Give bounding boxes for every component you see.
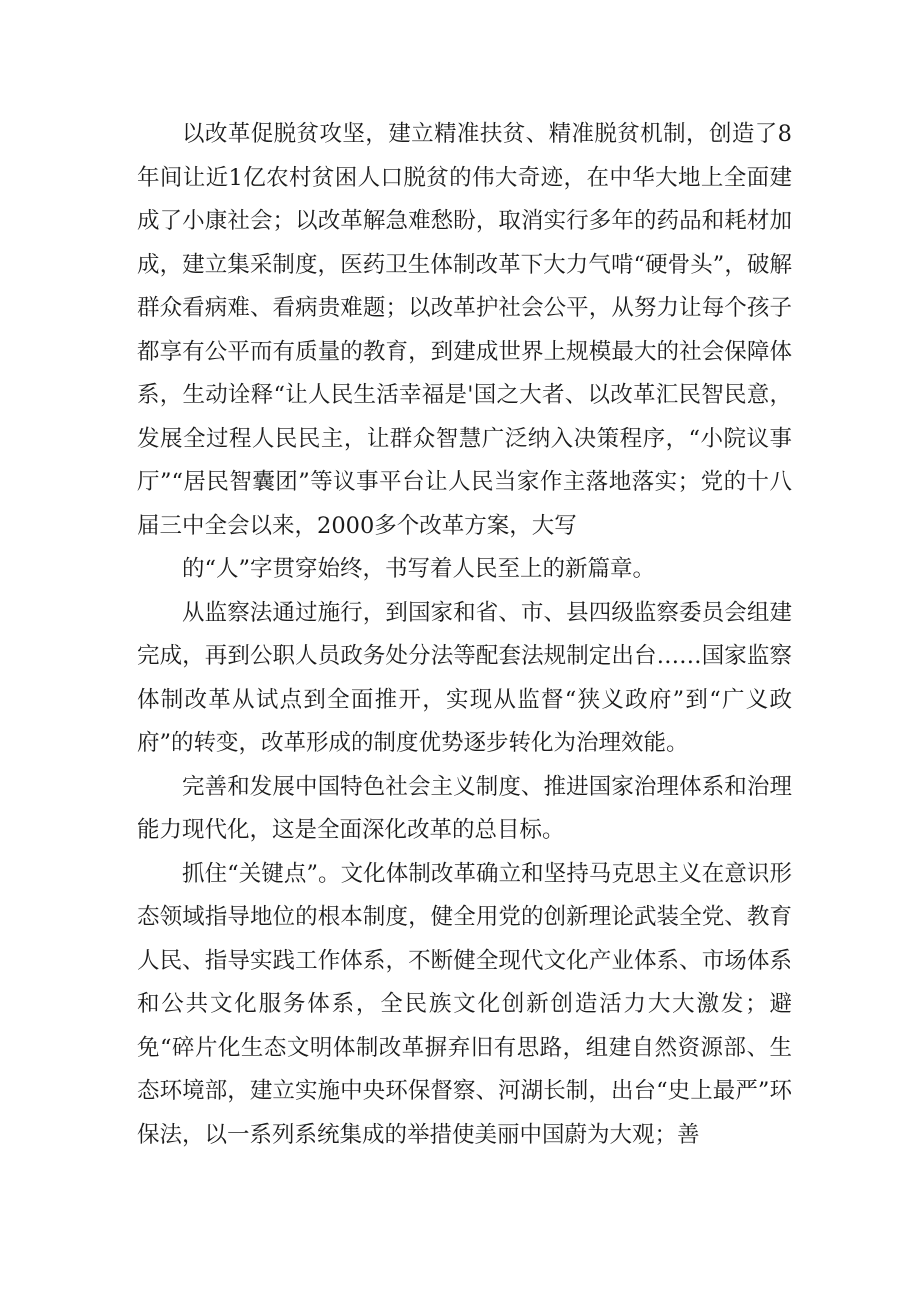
paragraph-supervision-reform: 从监察法通过施行，到国家和省、市、县四级监察委员会组建完成，再到公职人员政务处分法等配套法规制定出台……国家监察体制改革从试点到全面推开，实现从监督“狭义政府”到“广义政府”的转变，改革形成的制度优势逐步转化为治理效能。 [137, 599, 792, 756]
document-body [137, 113, 792, 1157]
paragraph-poverty-reform: 以改革促脱贫攻坚，建立精准扶贫、精准脱贫机制，创造了8年间让近1亿农村贫困人口脱贫的伟大奇迹，在中华大地上全面建成了小康社会；以改革解急难愁盼，取消实行多年的药品和耗材加成，建立集采制度，医药卫生体制改革下大力气啃“硬骨头”，破解群众看病难、看病贵难题；以改革护社会公平，从努力让每个孩子都享有公平而有质量的教育，到建成世界上规模最大的社会保障体系，生动诠释“让人民生活幸福是'国之大者、以改革汇民智民意，发展全过程人民民主，让群众智慧广泛纳入决策程序，“小院议事厅”“居民智囊团”等议事平台让人民当家作主落地落实；党的十八届三中全会以来，2000多个改革方案，大写 [137, 121, 792, 539]
paragraph-people-first: 的“人”字贯穿始终，书写着人民至上的新篇章。 [182, 556, 656, 582]
paragraph-key-points: 抓住“关键点”。文化体制改革确立和坚持马克思主义在意识形态领域指导地位的根本制度，健全用党的创新理论武装全党、教育人民、指导实践工作体系，不断健全现代文化产业体系、市场体系和公共文化服务体系，全民族文化创新创造活力大大激发；避免“碎片化生态文明体制改革摒弃旧有思路，组建自然资源部、生态环境部，建立实施中央环保督察、河湖长制，出台“史上最严”环保法，以一系列系统集成的举措使美丽中国蔚为大观；善 [137, 860, 792, 1148]
paragraph-overall-goal: 完善和发展中国特色社会主义制度、推进国家治理体系和治理能力现代化，这是全面深化改革的总目标。 [137, 773, 792, 843]
